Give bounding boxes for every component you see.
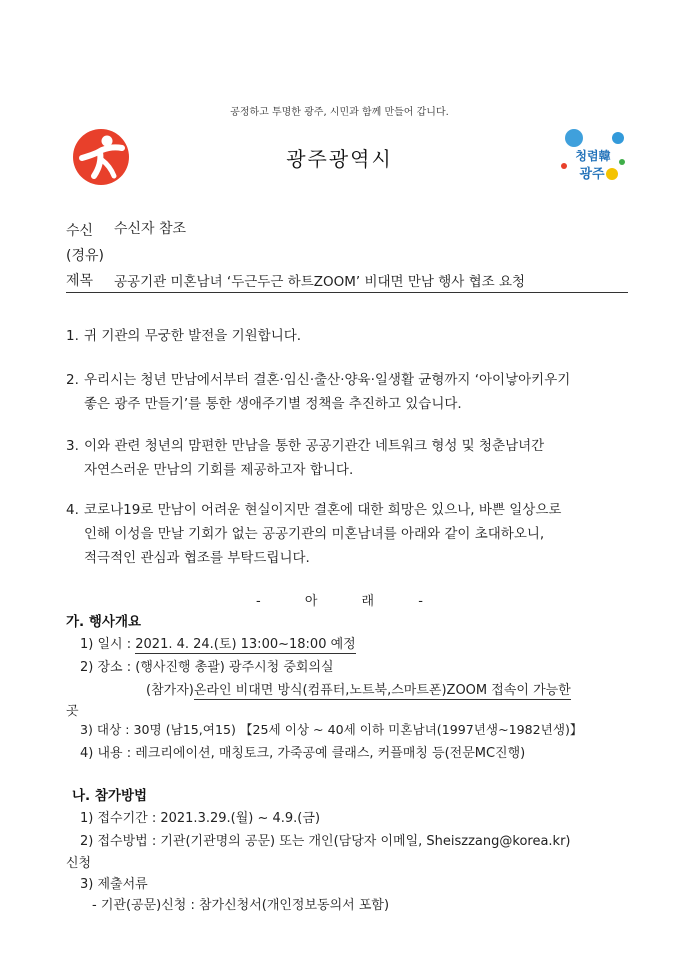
document-title: 광주광역시 xyxy=(286,147,393,171)
paragraph-line: 이와 관련 청년의 맘편한 만남을 통한 공공기관간 네트워크 형성 및 청춘남녀간 xyxy=(84,438,545,454)
integrity-gwangju-logo xyxy=(556,124,630,190)
paragraph-line: 코로나19로 만남이 어려운 현실이지만 결혼에 대한 희망은 있으나, 바쁜 일상으로 xyxy=(84,502,562,518)
place-row xyxy=(80,656,334,675)
paragraph-number: 4. xyxy=(66,502,79,518)
svg-text:청렴韓: 청렴韓 xyxy=(575,149,611,163)
recipient-value: 수신자 참조 xyxy=(114,221,187,237)
paragraph-1 xyxy=(66,324,636,348)
paragraph-line: 인해 이성을 만날 기회가 없는 공공기관의 미혼남녀를 아래와 같이 초대하오니, xyxy=(84,526,545,542)
svg-text:광주: 광주 xyxy=(579,167,605,182)
paragraph-line: 자연스러운 만남의 기회를 제공하고자 합니다. xyxy=(84,462,354,478)
paragraph-line: 좋은 광주 만들기’를 통한 생애주기별 정책을 추진하고 있습니다. xyxy=(84,396,462,412)
date-label: 1) 일시 : xyxy=(80,637,132,652)
place2-prefix: (참가자) xyxy=(146,683,194,698)
target-row: 3) 대상 : 30명 (남15,여15) 【25세 이상 ~ 40세 이하 미혼남녀(1997년생~1982년생)】 xyxy=(80,722,583,737)
place2-wrap: 곳 xyxy=(66,704,79,719)
date-row xyxy=(80,633,356,652)
recipient-label: 수신 xyxy=(66,223,94,239)
content-row: 4) 내용 : 레크리에이션, 매칭토크, 가죽공예 클래스, 커플매칭 등(전문MC진행) xyxy=(80,746,526,761)
paragraph-4 xyxy=(66,498,636,570)
paragraph-number: 2. xyxy=(66,372,79,388)
paragraph-line: 귀 기관의 무궁한 발전을 기원합니다. xyxy=(84,328,302,344)
paragraph-number: 1. xyxy=(66,328,79,344)
subject-value: 공공기관 미혼남녀 ‘두근두근 하트ZOOM’ 비대면 만남 행사 협조 요청 xyxy=(114,274,526,290)
docs-row: 3) 제출서류 xyxy=(80,877,148,892)
date-value: 2021. 4. 24.(토) 13:00~18:00 예정 xyxy=(135,637,356,652)
method-row: 2) 접수방법 : 기관(기관명의 공문) 또는 개인(담당자 이메일, Sheiszzang@korea.kr) xyxy=(80,834,571,849)
place2-row xyxy=(146,679,571,698)
paragraph-3 xyxy=(66,434,636,482)
place-label: 2) 장소 : xyxy=(80,660,132,675)
subject-label: 제목 xyxy=(66,273,94,289)
docs-item: - 기관(공문)신청 : 참가신청서(개인정보동의서 포함) xyxy=(92,898,390,913)
section-b-title: 나. 참가방법 xyxy=(72,788,148,804)
period-row: 1) 접수기간 : 2021.3.29.(월) ~ 4.9.(금) xyxy=(80,811,321,826)
place-value: (행사진행 총괄) 광주시청 중회의실 xyxy=(135,660,334,675)
via-label: (경유) xyxy=(66,248,104,264)
header-divider xyxy=(66,292,628,293)
slogan: 공정하고 투명한 광주, 시민과 함께 만들어 갑니다. xyxy=(230,107,449,118)
place2-value: 온라인 비대면 방식(컴퓨터,노트북,스마트폰)ZOOM 접속이 가능한 xyxy=(193,683,571,698)
paragraph-2 xyxy=(66,368,636,416)
method-wrap: 신청 xyxy=(66,856,92,871)
notice-heading: - 아 래 - xyxy=(256,594,423,609)
paragraph-line: 적극적인 관심과 협조를 부탁드립니다. xyxy=(84,550,310,566)
paragraph-line: 우리시는 청년 만남에서부터 결혼·임신·출산·양육·일생활 균형까지 ‘아이낳아키우기 xyxy=(84,372,571,388)
section-a-title: 가. 행사개요 xyxy=(66,614,142,630)
paragraph-number: 3. xyxy=(66,438,79,454)
